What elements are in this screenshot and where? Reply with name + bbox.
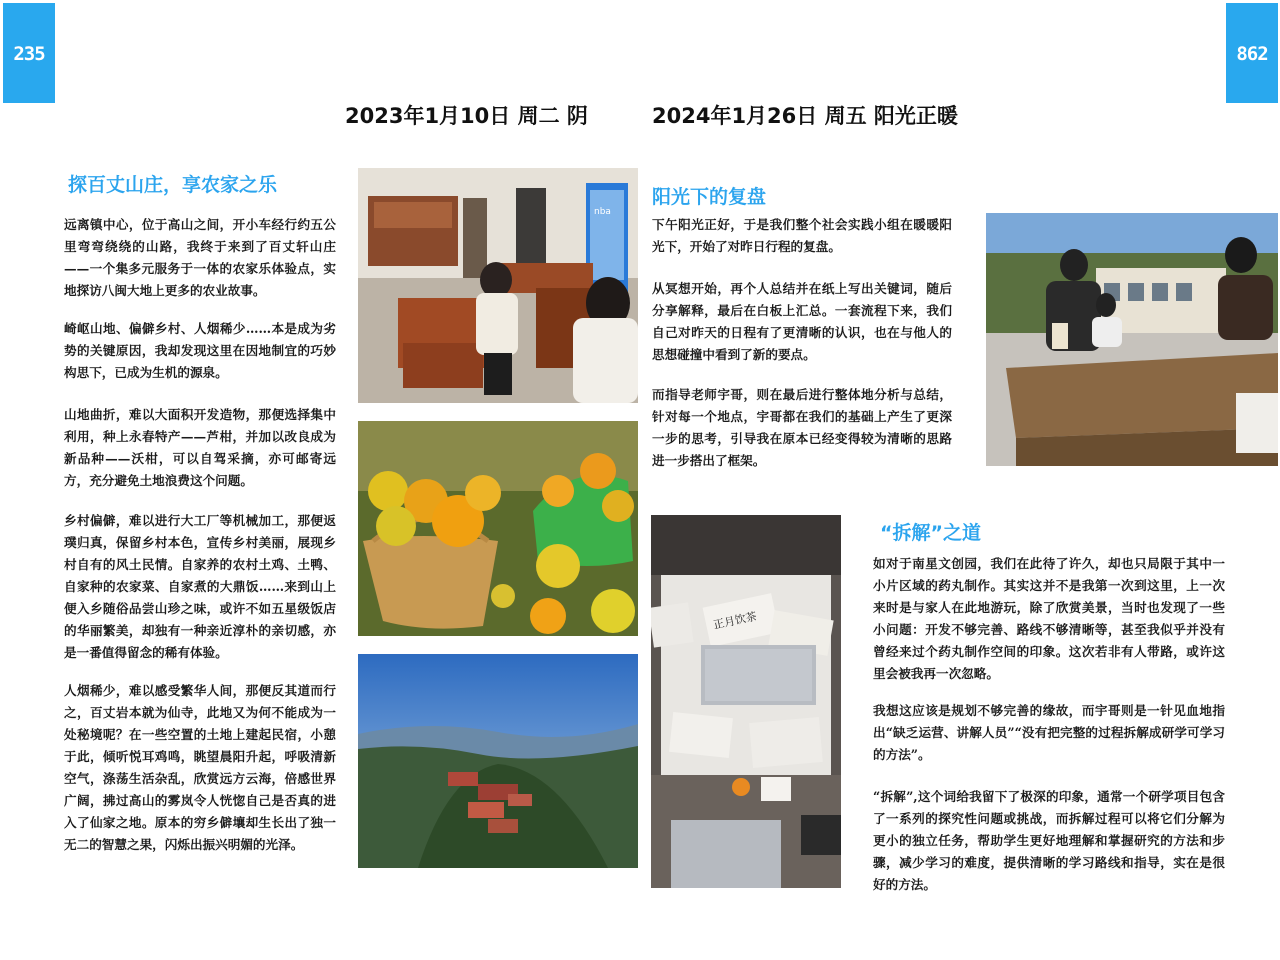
group-review-photo [986, 213, 1278, 466]
section3-paragraph-1: 如对于南星文创园，我们在此待了许久，却也只局限于其中一小片区域的药丸制作。其实这并不是我第一次到这里，上一次来时是与家人在此地游玩，除了欣赏美景，当时也发现了一些小问题：开发不够完善、路线不够清晰等，甚至我似乎并没有曾经来过个药丸制作空间的印象。这次若非有人带路，或许这里会被我再一次忽略。 [873, 556, 1225, 681]
date-left: 2023年1月10日 周二 阴 [345, 104, 588, 128]
section2-paragraph-2: 从冥想开始，再个人总结并在纸上写出关键词，随后分享解释，最后在白板上汇总。一套流程下来，我们自己对昨天的日程有了更清晰的认识，也在与他人的思想碰撞中看到了新的要点。 [652, 281, 952, 362]
section1-paragraph-4: 乡村偏僻，难以进行大工厂等机械加工，那便返璞归真，保留乡村本色，宣传乡村美丽，展现乡村自有的风土民情。自家养的农村土鸡、土鸭、自家种的农家菜、自家煮的大鼎饭……来到山上便入乡随俗品尝山珍之味，或许不如五星级饭店的华丽繁美，却独有一种亲近淳朴的亲切感，亦是一番值得留念的稀有体验。 [64, 513, 336, 660]
section1-paragraph-3: 山地曲折，难以大面积开发造物，那便选择集中利用，种上永春特产——芦柑，并加以改良成为新品种——沃柑，可以自驾采摘，亦可邮寄远方，充分避免土地浪费这个问题。 [64, 407, 336, 488]
section3-heading: “拆解”之道 [880, 522, 981, 544]
workshop-note-text: 正月饮茶 [712, 609, 758, 632]
section3-paragraph-3: “拆解”,这个词给我留下了极深的印象，通常一个研学项目包含了一系列的探究性问题或挑战，而拆解过程可以将它们分解为更小的独立任务，帮助学生更好地理解和掌握研究的方法和步骤，减少学习的难度，提供清晰的学习路线和指导，实在是很好的方法。 [873, 789, 1225, 892]
page-number-tab-left [3, 3, 55, 103]
nba-fridge-sign: nba [594, 207, 611, 217]
mountain-temple-photo [358, 654, 638, 868]
section1-heading: 探百丈山庄，享农家之乐 [68, 174, 278, 196]
page-number-left: 235 [13, 43, 45, 65]
workshop-desk-photo [651, 515, 841, 888]
date-right: 2024年1月26日 周五 阳光正暖 [652, 104, 958, 128]
section1-paragraph-5: 人烟稀少，难以感受繁华人间，那便反其道而行之，百丈岩本就为仙寺，此地又为何不能成为一处秘境呢？在一些空置的土地上建起民宿，小憩于此，倾听悦耳鸡鸣，眺望晨阳升起，呼吸清新空气，涤荡生活杂乱，欣赏远方云海，倍感世界广阔，拂过高山的雾岚令人恍惚自己是否真的进入了仙家之地。原本的穷乡僻壤却生长出了独一无二的智慧之果，闪烁出振兴明媚的光泽。 [64, 683, 336, 852]
page-number-tab-right [1226, 3, 1278, 103]
page-number-right: 862 [1236, 43, 1268, 65]
oranges-basket-photo [358, 421, 638, 636]
section2-paragraph-1: 下午阳光正好，于是我们整个社会实践小组在暖暖阳光下，开始了对昨日行程的复盘。 [652, 217, 952, 254]
section2-heading: 阳光下的复盘 [652, 186, 767, 208]
section3-paragraph-2: 我想这应该是规划不够完善的缘故，而宇哥则是一针见血地指出“缺乏运营、讲解人员”“没有把完整的过程拆解成研学可学习的方法”。 [873, 703, 1225, 762]
section2-paragraph-3: 而指导老师宇哥，则在最后进行整体地分析与总结，针对每一个地点，宇哥都在我们的基础上产生了更深一步的思考，引导我在原本已经变得较为清晰的思路进一步搭出了框架。 [652, 387, 952, 468]
section1-paragraph-2: 崎岖山地、偏僻乡村、人烟稀少……本是成为劣势的关键原因，我却发现这里在因地制宜的巧妙构思下，已成为生机的源泉。 [64, 321, 336, 380]
section1-paragraph-1: 远离镇中心，位于高山之间，开小车经行约五公里弯弯绕绕的山路，我终于来到了百丈轩山庄——一个集多元服务于一体的农家乐体验点，实地探访八闽大地上更多的农业故事。 [64, 217, 336, 298]
farmhouse-interior-photo [358, 168, 638, 403]
